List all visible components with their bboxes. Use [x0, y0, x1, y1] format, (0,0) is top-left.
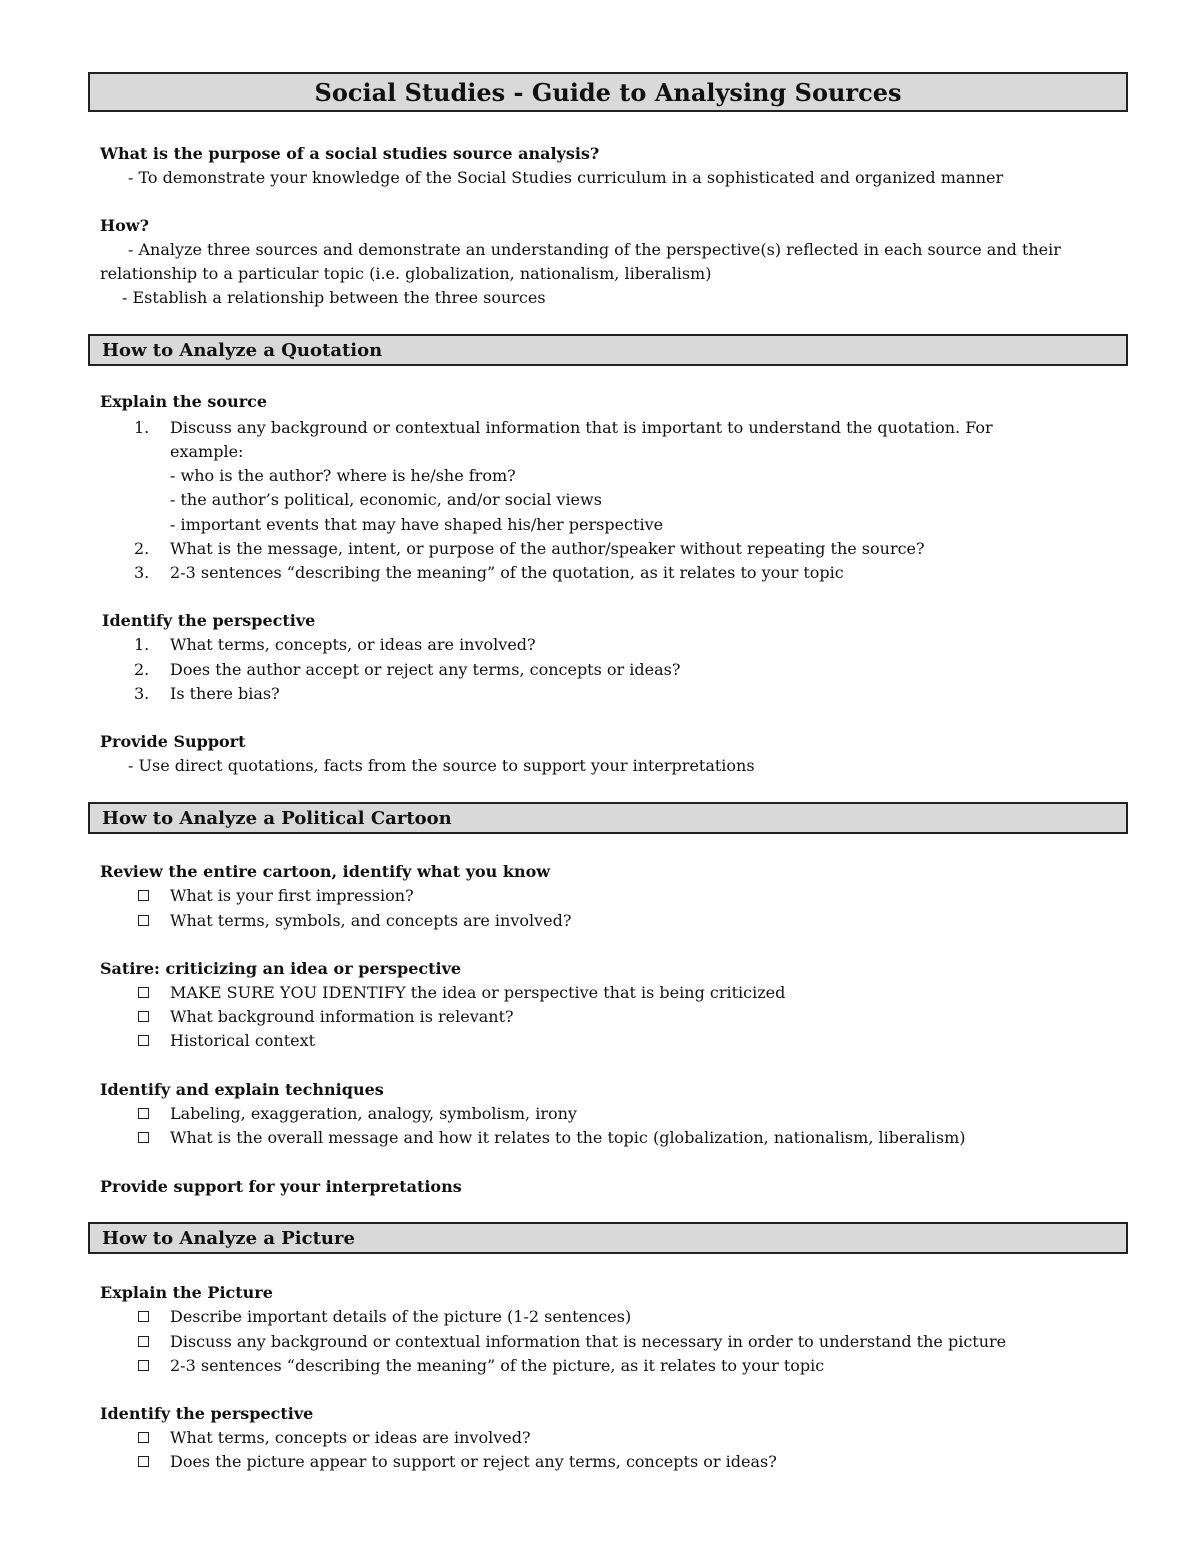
checkbox-icon [138, 1432, 149, 1443]
cartoon-support-heading: Provide support for your interpretations [100, 1177, 462, 1196]
how-answer-line2: relationship to a particular topic (i.e. globalization, nationalism, liberalism) [100, 264, 712, 283]
picture-perspective-heading: Identify the perspective [100, 1404, 314, 1423]
quotation-support-heading: Provide Support [100, 732, 246, 751]
list-item: Does the author accept or reject any terms, concepts or ideas? [170, 660, 681, 679]
list-item: Discuss any background or contextual information that is important to understand the quotation. For [170, 418, 993, 437]
sub-item: - the author’s political, economic, and/or social views [170, 490, 602, 509]
checklist-item: What is your first impression? [170, 886, 414, 905]
list-number: 3. [134, 684, 150, 703]
cartoon-review-heading: Review the entire cartoon, identify what you know [100, 862, 551, 881]
checkbox-icon [138, 1336, 149, 1347]
checkbox-icon [138, 915, 149, 926]
sub-item: - important events that may have shaped his/her perspective [170, 515, 664, 534]
list-item: Is there bias? [170, 684, 280, 703]
picture-explain-heading: Explain the Picture [100, 1283, 273, 1302]
how-question: How? [100, 216, 149, 235]
checkbox-icon [138, 1360, 149, 1371]
section-heading-quotation: How to Analyze a Quotation [88, 334, 1128, 366]
checklist-item: MAKE SURE YOU IDENTIFY the idea or perspective that is being criticized [170, 983, 786, 1002]
checkbox-icon [138, 987, 149, 998]
list-item: What terms, concepts, or ideas are involved? [170, 635, 536, 654]
list-item-continued: example: [170, 442, 244, 461]
list-number: 1. [134, 635, 150, 654]
checkbox-icon [138, 1035, 149, 1046]
quotation-explain-heading: Explain the source [100, 392, 268, 411]
checklist-item: Does the picture appear to support or reject any terms, concepts or ideas? [170, 1452, 777, 1471]
checklist-item: What terms, concepts or ideas are involved? [170, 1428, 531, 1447]
cartoon-techniques-heading: Identify and explain techniques [100, 1080, 384, 1099]
checkbox-icon [138, 1456, 149, 1467]
list-item: 2-3 sentences “describing the meaning” of the quotation, as it relates to your topic [170, 563, 844, 582]
how-answer-line1: - Analyze three sources and demonstrate an understanding of the perspective(s) reflected in each source and their [128, 240, 1061, 259]
checklist-item: What background information is relevant? [170, 1007, 514, 1026]
list-item: What is the message, intent, or purpose of the author/speaker without repeating the source? [170, 539, 925, 558]
checklist-item: Labeling, exaggeration, analogy, symbolism, irony [170, 1104, 577, 1123]
quotation-perspective-heading: Identify the perspective [102, 611, 316, 630]
checklist-item: Describe important details of the picture (1-2 sentences) [170, 1307, 632, 1326]
checkbox-icon [138, 890, 149, 901]
section-heading-cartoon: How to Analyze a Political Cartoon [88, 802, 1128, 834]
page-title: Social Studies - Guide to Analysing Sources [88, 72, 1128, 112]
checklist-item: 2-3 sentences “describing the meaning” of the picture, as it relates to your topic [170, 1356, 825, 1375]
section-heading-picture: How to Analyze a Picture [88, 1222, 1128, 1254]
cartoon-satire-heading: Satire: criticizing an idea or perspective [100, 959, 462, 978]
checkbox-icon [138, 1311, 149, 1322]
checklist-item: What terms, symbols, and concepts are involved? [170, 911, 572, 930]
quotation-support-text: - Use direct quotations, facts from the source to support your interpretations [128, 756, 755, 775]
sub-item: - who is the author? where is he/she from? [170, 466, 516, 485]
checklist-item: What is the overall message and how it relates to the topic (globalization, nationalism, liberalism) [170, 1128, 966, 1147]
checkbox-icon [138, 1108, 149, 1119]
checkbox-icon [138, 1132, 149, 1143]
list-number: 3. [134, 563, 150, 582]
checkbox-icon [138, 1011, 149, 1022]
list-number: 2. [134, 539, 150, 558]
checklist-item: Historical context [170, 1031, 316, 1050]
purpose-answer: - To demonstrate your knowledge of the Social Studies curriculum in a sophisticated and organized manner [128, 168, 1004, 187]
list-number: 1. [134, 418, 150, 437]
checklist-item: Discuss any background or contextual information that is necessary in order to understand the picture [170, 1332, 1007, 1351]
how-answer-relationship: - Establish a relationship between the three sources [122, 288, 546, 307]
list-number: 2. [134, 660, 150, 679]
purpose-question: What is the purpose of a social studies source analysis? [100, 144, 600, 163]
